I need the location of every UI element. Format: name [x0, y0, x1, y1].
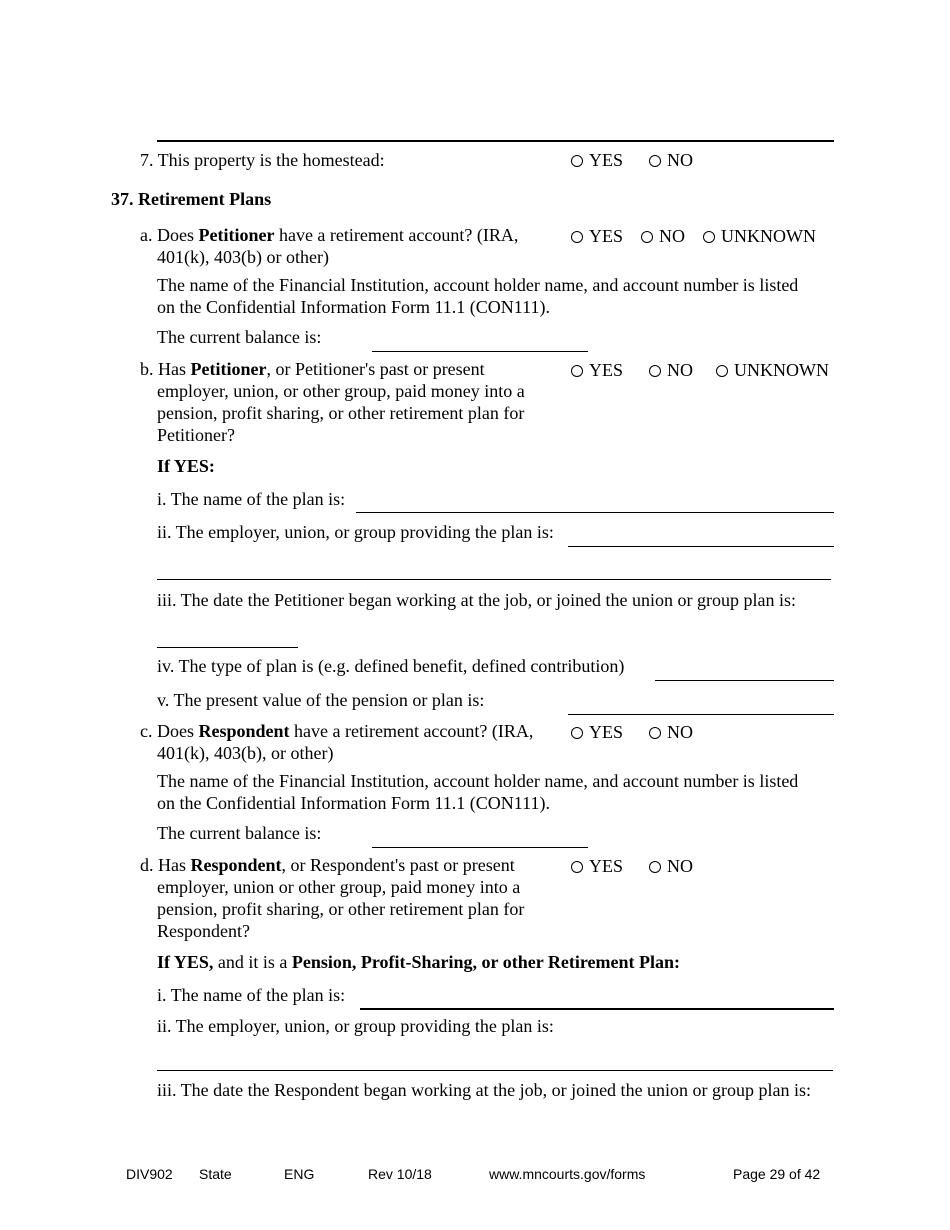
question-b-line4: Petitioner?	[157, 425, 235, 445]
footer-revision: Rev 10/18	[368, 1166, 432, 1182]
d-plan-name-label: i. The name of the plan is:	[157, 985, 346, 1005]
c-yes-radio[interactable]: YES	[571, 722, 623, 743]
radio-circle-icon	[649, 727, 661, 739]
d-no-radio[interactable]: NO	[649, 856, 693, 877]
q7-yes-radio[interactable]: YES	[571, 150, 623, 171]
radio-circle-icon	[716, 365, 728, 377]
d-plan-name-field[interactable]	[360, 1008, 834, 1010]
radio-circle-icon	[649, 861, 661, 873]
a-info-line2: on the Confidential Information Form 11.1 (CON111).	[157, 297, 550, 317]
b-employer-field[interactable]	[568, 546, 834, 547]
b-plan-name-field[interactable]	[356, 512, 834, 513]
footer-url[interactable]: www.mncourts.gov/forms	[489, 1166, 646, 1182]
question-d-line2: employer, union or other group, paid money into a	[157, 877, 521, 897]
b-employer-field-2[interactable]	[157, 579, 831, 580]
a-no-radio[interactable]: NO	[641, 226, 685, 247]
radio-circle-icon	[571, 727, 583, 739]
c-info-line2: on the Confidential Information Form 11.1 (CON111).	[157, 793, 550, 813]
b-present-value-field[interactable]	[568, 714, 834, 715]
b-present-value-label: v. The present value of the pension or plan is:	[157, 690, 485, 710]
q7-no-radio[interactable]: NO	[649, 150, 693, 171]
c-balance-field[interactable]	[372, 847, 588, 848]
b-plan-type-field[interactable]	[655, 680, 834, 681]
question-b-line3: pension, profit sharing, or other retirement plan for	[157, 403, 525, 423]
radio-circle-icon	[571, 365, 583, 377]
footer-state: State	[199, 1166, 232, 1182]
radio-circle-icon	[641, 231, 653, 243]
a-unknown-radio[interactable]: UNKNOWN	[703, 226, 816, 247]
b-plan-name-label: i. The name of the plan is:	[157, 489, 346, 509]
radio-circle-icon	[571, 861, 583, 873]
radio-circle-icon	[571, 155, 583, 167]
question-d-line3: pension, profit sharing, or other retirement plan for	[157, 899, 525, 919]
d-employer-label: ii. The employer, union, or group providing the plan is:	[157, 1016, 554, 1036]
b-plan-type-label: iv. The type of plan is (e.g. defined benefit, defined contribution)	[157, 656, 625, 676]
question-a-line2: 401(k), 403(b) or other)	[157, 247, 329, 267]
c-no-radio[interactable]: NO	[649, 722, 693, 743]
question-c: c. Does Respondent have a retirement account? (IRA,	[140, 721, 534, 741]
footer-form-number: DIV902	[126, 1166, 173, 1182]
question-d-line4: Respondent?	[157, 921, 250, 941]
d-employer-field[interactable]	[157, 1070, 833, 1071]
c-info-line1: The name of the Financial Institution, account holder name, and account number is listed	[157, 771, 799, 791]
radio-circle-icon	[649, 155, 661, 167]
d-if-yes: If YES, and it is a Pension, Profit-Sharing, or other Retirement Plan:	[157, 952, 680, 972]
question-d: d. Has Respondent, or Respondent's past or present	[140, 855, 515, 875]
b-date-label: iii. The date the Petitioner began working at the job, or joined the union or group plan is:	[157, 590, 797, 610]
radio-circle-icon	[649, 365, 661, 377]
footer-page-number: Page 29 of 42	[733, 1166, 821, 1182]
b-unknown-radio[interactable]: UNKNOWN	[716, 360, 829, 381]
b-no-radio[interactable]: NO	[649, 360, 693, 381]
d-yes-radio[interactable]: YES	[571, 856, 623, 877]
q7-label: 7. This property is the homestead:	[140, 150, 385, 170]
b-date-field[interactable]	[157, 647, 298, 648]
a-yes-radio[interactable]: YES	[571, 226, 623, 247]
a-info-line1: The name of the Financial Institution, account holder name, and account number is listed	[157, 275, 799, 295]
question-c-line2: 401(k), 403(b), or other)	[157, 743, 334, 763]
top-rule	[157, 140, 834, 142]
a-balance-label: The current balance is:	[157, 327, 322, 347]
d-date-label: iii. The date the Respondent began working at the job, or joined the union or group plan is:	[157, 1080, 812, 1100]
b-if-yes: If YES:	[157, 456, 215, 476]
radio-circle-icon	[571, 231, 583, 243]
b-employer-label: ii. The employer, union, or group providing the plan is:	[157, 522, 554, 542]
question-a: a. Does Petitioner have a retirement account? (IRA,	[140, 225, 519, 245]
c-balance-label: The current balance is:	[157, 823, 322, 843]
question-b-line2: employer, union, or other group, paid money into a	[157, 381, 525, 401]
radio-circle-icon	[703, 231, 715, 243]
footer-language: ENG	[284, 1166, 315, 1182]
b-yes-radio[interactable]: YES	[571, 360, 623, 381]
a-balance-field[interactable]	[372, 351, 588, 352]
question-b: b. Has Petitioner, or Petitioner's past or present	[140, 359, 485, 379]
section-title: 37. Retirement Plans	[111, 189, 272, 209]
